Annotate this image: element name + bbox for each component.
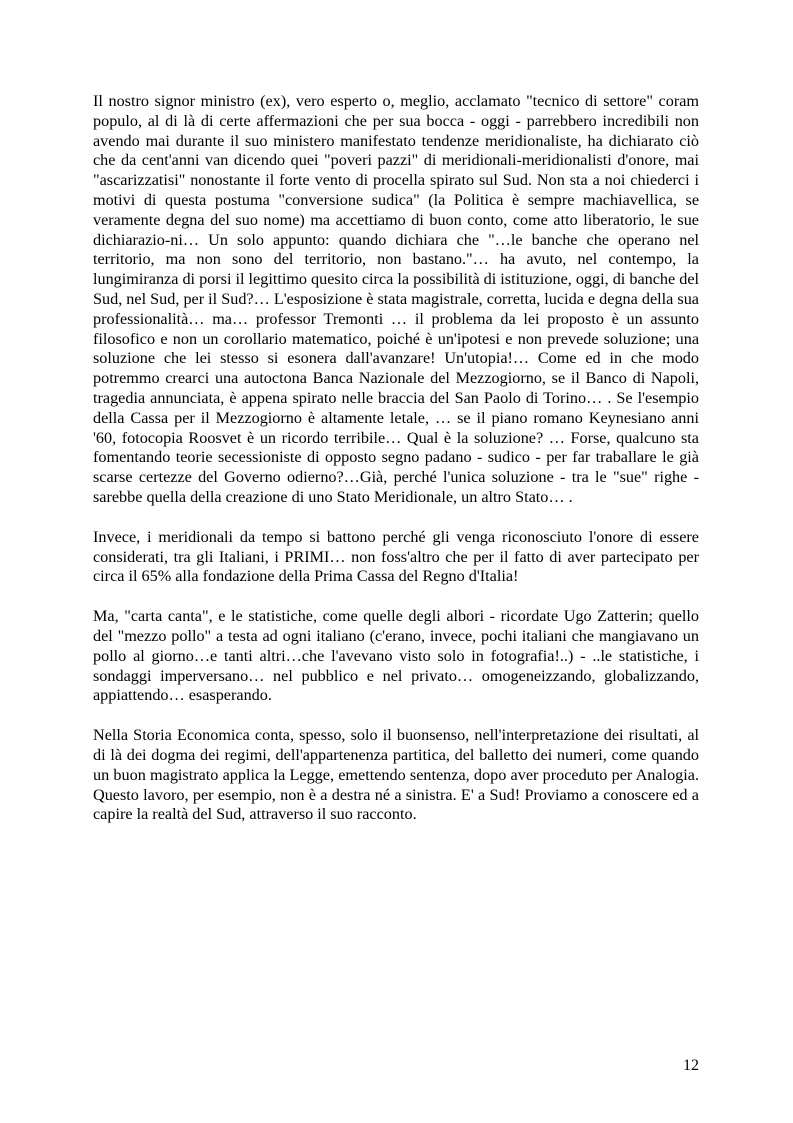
- page-number: 12: [683, 1057, 699, 1074]
- paragraph-statistiche: Ma, "carta canta", e le statistiche, come quelle degli albori - ricordate Ugo Zatterin; quello del "mezzo pollo" a testa ad ogni italiano (c'erano, invece, pochi italiani che mangiavano un pollo al giorno…e tanti altri…che l'avevano visto solo in fotografia!..) - ..le statistiche, i sondaggi imperversano… nel pubblico e nel privato… omogeneizzando, globalizzando, appiattendo… esasperando.: [93, 607, 699, 705]
- paragraph-ministro: Il nostro signor ministro (ex), vero esperto o, meglio, acclamato "tecnico di settore" coram populo, al di là di certe affermazioni che per sua bocca - oggi - parrebbero incredibili non avendo mai durante il suo ministero manifestato tendenze meridionaliste, ha dichiarato ciò che da cent'anni van dicendo quei "poveri pazzi" di meridionali-meridionalisti d'onore, mai "ascarizzatisi" nonostante il forte vento di procella spirato sul Sud. Non sta a noi chiederci i motivi di questa postuma "conversione sudica" (la Politica è sempre machiavellica, se veramente degna del suo nome) ma accettiamo di buon conto, come atto liberatorio, le sue dichiarazio-ni… Un solo appunto: quando dichiara che "…le banche che operano nel territorio, ma non sono del territorio, non bastano."… ha avuto, nel contempo, la lungimiranza di porsi il legittimo quesito circa la possibilità di istituzione, oggi, di banche del Sud, nel Sud, per il Sud?… L'esposizione è stata magistrale, corretta, lucida e degna della sua professionalità… ma… professor Tremonti … il problema da lei proposto è un assunto filosofico e non un corollario matematico, poiché è un'ipotesi e non prevede soluzione; una soluzione che lei stesso si esonera dall'avanzare! Un'utopia!… Come ed in che modo potremmo crearci una autoctona Banca Nazionale del Mezzogiorno, se il Banco di Napoli, tragedia annunciata, è appena spirato nelle braccia del San Paolo di Torino… . Se l'esempio della Cassa per il Mezzogiorno è altamente letale, … se il piano romano Keynesiano anni '60, fotocopia Roosvet è un ricordo terribile… Qual è la soluzione? … Forse, qualcuno sta fomentando teorie secessioniste di opposto segno padano - sudico - per far traballare le già scarse certezze del Governo odierno?…Già, perché l'unica soluzione - tra le "sue" righe - sarebbe quella della creazione di uno Stato Meridionale, un altro Stato… .: [93, 92, 700, 506]
- paragraph-meridionali: Invece, i meridionali da tempo si battono perché gli venga riconosciuto l'onore di essere considerati, tra gli Italiani, i PRIMI… non foss'altro che per il fatto di aver partecipato per circa il 65% alla fondazione della Prima Cassa del Regno d'Italia!: [93, 527, 699, 586]
- paragraph-storia-economica: Nella Storia Economica conta, spesso, solo il buonsenso, nell'interpretazione dei risultati, al di là dei dogma dei regimi, dell'appartenenza partitica, del balletto dei numeri, come quando un buon magistrato applica la Legge, emettendo sentenza, dopo aver proceduto per Analogia. Questo lavoro, per esempio, non è a destra né a sinistra. E' a Sud! Proviamo a conoscere ed a capire la realtà del Sud, attraverso il suo racconto.: [93, 726, 699, 824]
- document-body: [93, 92, 699, 845]
